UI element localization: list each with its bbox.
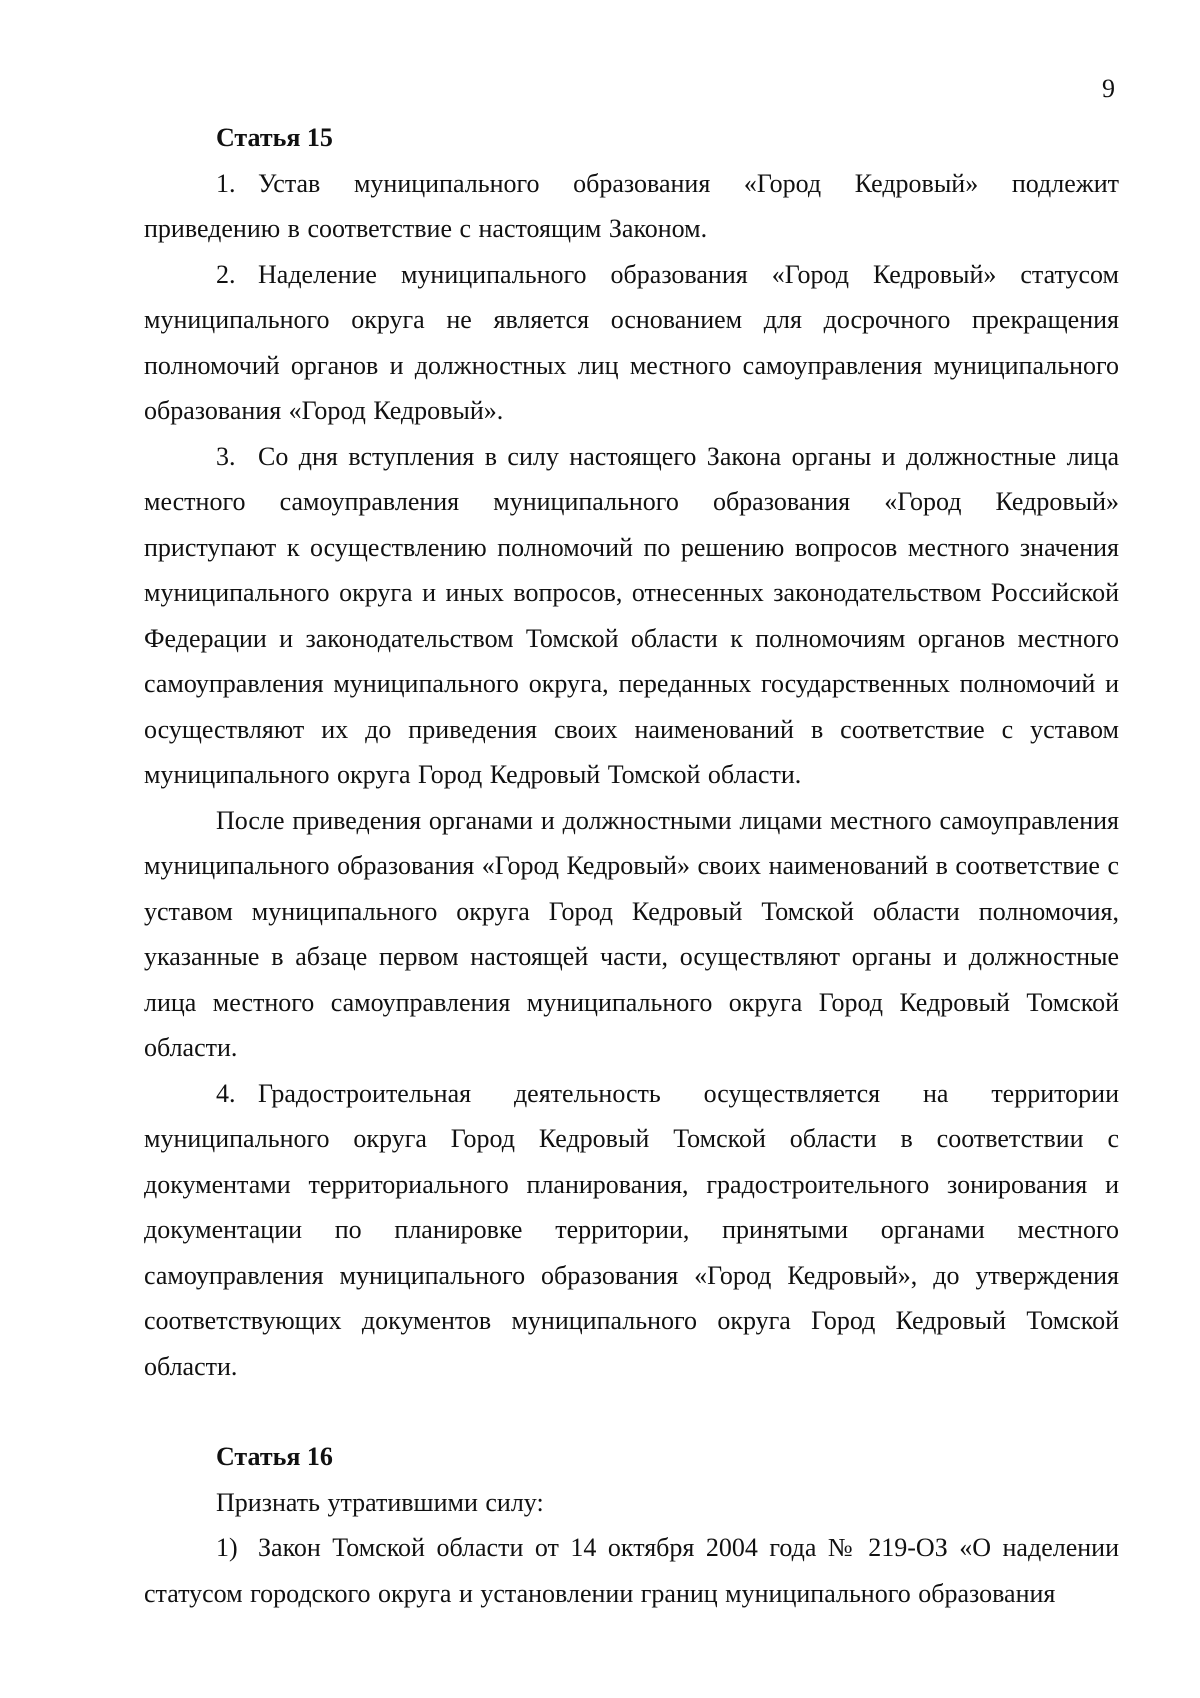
article-15-part-3 (144, 434, 1119, 798)
article-15-heading: Статья 15 (216, 123, 333, 152)
part-1-text: Устав муниципального образования «Город Кедровый» подлежит приведению в соответствие с настоящим Законом. (144, 168, 1119, 243)
part-4-text: Градостроительная деятельность осуществляется на территории муниципального округа Город Кедровый Томской области в соответствии с документами территориального планирования, градостроительного зонирования и документации по планировке территории, принятыми органами местного самоуправления муниципального образования «Город Кедровый», до утверждения соответствующих документов муниципального округа Город Кедровый Томской области. (144, 1078, 1119, 1381)
part-2-text: Наделение муниципального образования «Город Кедровый» статусом муниципального округа не является основанием для досрочного прекращения полномочий органов и должностных лиц местного самоуправления муниципального образования «Город Кедровый». (144, 259, 1119, 425)
section-gap (144, 1389, 1119, 1434)
article-16-intro: Признать утратившими силу: (216, 1487, 544, 1517)
article-16-item-1 (144, 1525, 1119, 1616)
article-15-part-4 (144, 1071, 1119, 1390)
article-15-part-1 (144, 161, 1119, 252)
part-3-text: Со дня вступления в силу настоящего Закона органы и должностные лица местного самоуправления муниципального образования «Город Кедровый» приступают к осуществлению полномочий по решению вопросов местного значения муниципального округа и иных вопросов, отнесенных законодательством Российской Федерации и законодательством Томской области к полномочиям органов местного самоуправления муниципального округа, переданных государственных полномочий и осуществляют их до приведения своих наименований в соответствие с уставом муниципального округа Город Кедровый Томской области. (144, 441, 1119, 789)
part-4-number: 4. (216, 1078, 236, 1108)
article-16-heading: Статья 16 (216, 1442, 333, 1471)
article-15-part-3-paragraph-2: После приведения органами и должностными лицами местного самоуправления муниципального образования «Город Кедровый» своих наименований в соответствие с уставом муниципального округа Город Кедровый Томской области полномочия, указанные в абзаце первом настоящей части, осуществляют органы и должностные лица местного самоуправления муниципального округа Город Кедровый Томской области. (144, 805, 1119, 1062)
item-1-text: Закон Томской области от 14 октября 2004 года № 219-ОЗ «О наделении статусом городского округа и установлении границ муниципального образования (144, 1533, 1119, 1608)
document-body (144, 115, 1119, 1616)
part-2-number: 2. (216, 259, 236, 289)
item-1-number: 1) (216, 1533, 238, 1562)
part-3-number: 3. (216, 441, 236, 471)
part-1-number: 1. (216, 168, 236, 198)
page-number: 9 (1102, 74, 1115, 103)
article-15-part-2 (144, 252, 1119, 434)
